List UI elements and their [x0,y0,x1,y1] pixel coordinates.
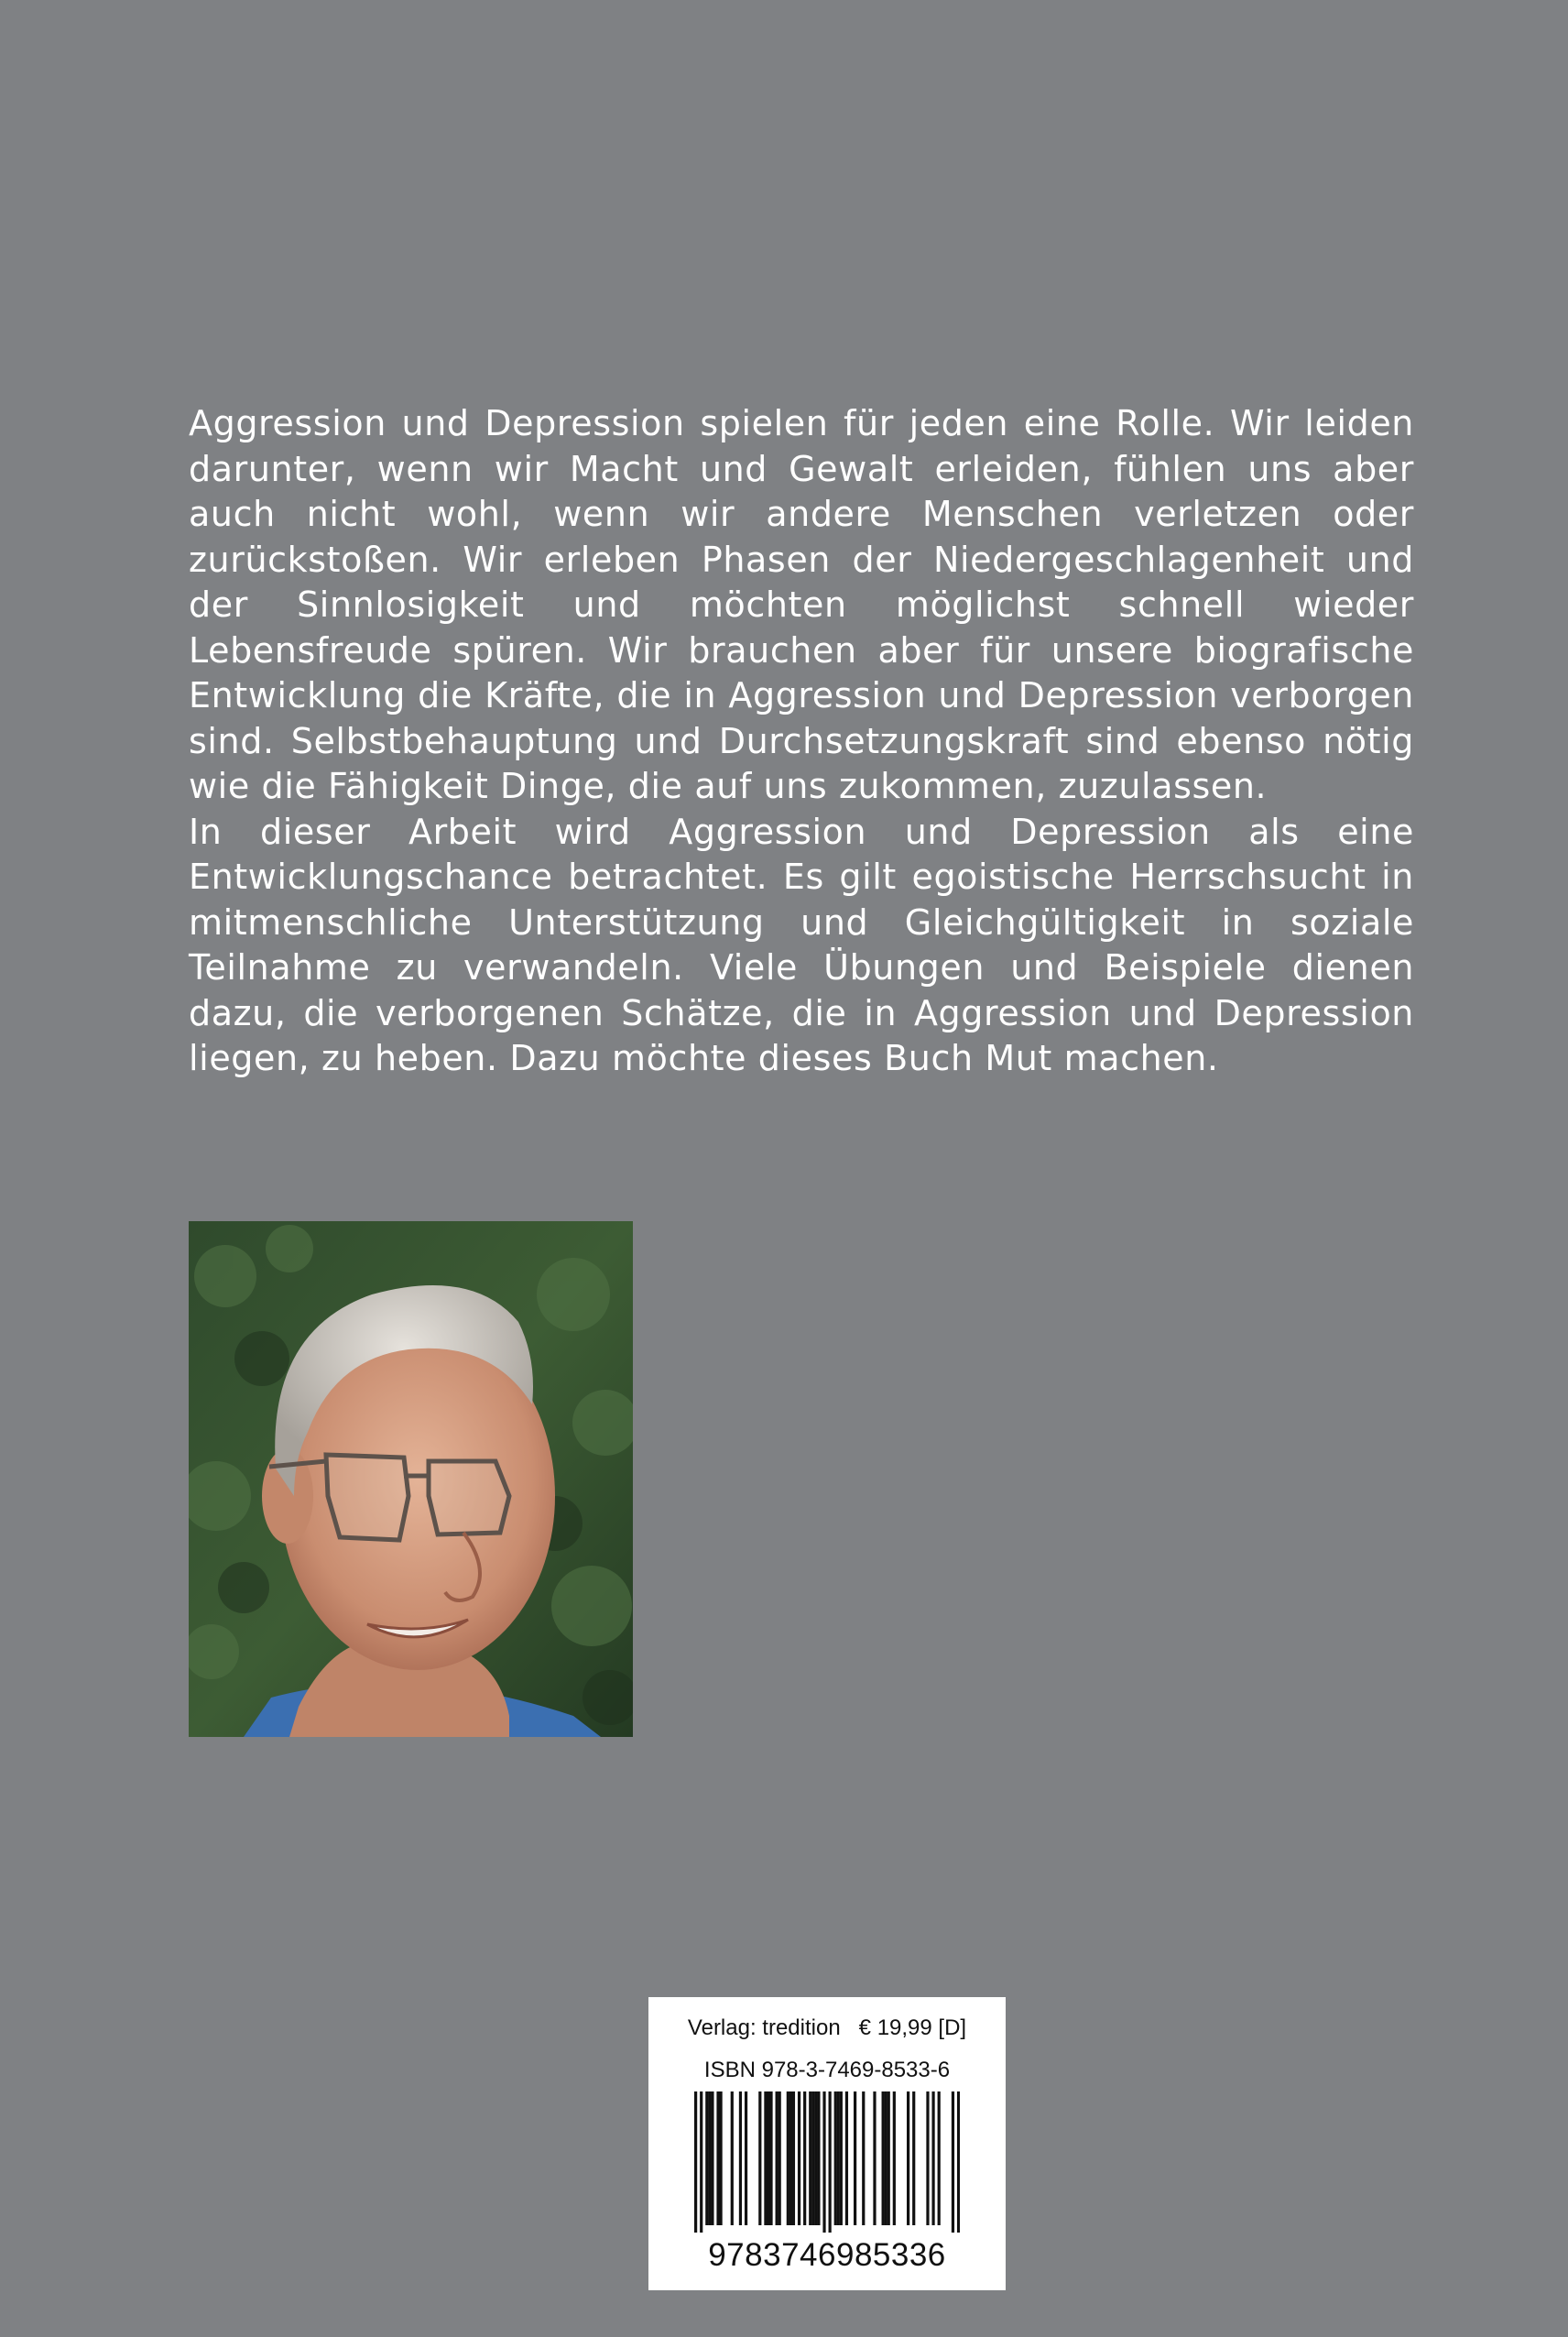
barcode-bar [776,2091,779,2225]
barcode-guard-bar [829,2091,832,2233]
barcode-bar [767,2091,769,2225]
isbn-label: ISBN 978-3-7469-8533-6 [703,2058,951,2082]
barcode-guard-bar [957,2091,960,2233]
barcode-guard-bar [822,2091,825,2233]
barcode-bar [779,2091,781,2225]
barcode-digits: 9783746985336 [708,2237,946,2273]
barcode-bar [834,2091,837,2225]
barcode-bar [931,2091,934,2225]
barcode-bar [716,2091,719,2225]
back-cover-blurb [189,401,1414,1082]
barcode-bar [887,2091,890,2225]
blurb-paragraph-1: Aggression und Depression spielen für jeden eine Rolle. Wir leiden darunter, wenn wir Macht und Gewalt erleiden, fühlen uns aber auch nicht wohl, wenn wir andere Menschen verletzen oder zurückstoßen. Wir erleben Phasen der Niedergeschlagenheit und der Sinnlosigkeit und möchten möglichst schnell wieder Lebensfreude spüren. Wir brauchen aber für unsere biografische Entwicklung die Kräfte, die in Aggression und Depression verborgen sind. Selbstbehauptung und Durchsetzungskraft sind ebenso nötig wie die Fähigkeit Dinge, die auf uns zukommen, zuzulassen. [189,403,1414,806]
barcode-bar [769,2091,772,2225]
barcode-bar [845,2091,848,2225]
barcode-bar [938,2091,941,2225]
barcode-bar [811,2091,814,2225]
barcode-bar [854,2091,856,2225]
barcode-guard-bar [694,2091,697,2233]
barcode-bars [694,2091,960,2233]
blurb-paragraph-2: In dieser Arbeit wird Aggression und Depression als eine Entwicklungschance betrachtet. Es gilt egoistische Herrschsucht in mitmenschliche Unterstützung und Gleichgültigkeit in soziale Teilnahme zu verwandeln. Viele Übungen und Beispiele dienen dazu, die verborgenen Schätze, die in Aggression und Depression liegen, zu heben. Dazu möchte dieses Buch Mut machen. [189,811,1414,1078]
barcode-bar [719,2091,722,2225]
barcode-bar [893,2091,896,2225]
barcode-bar [792,2091,795,2225]
barcode-bar [711,2091,713,2225]
barcode-bar [758,2091,761,2225]
publisher-price-label: Verlag: tredition € 19,99 [D] [687,2015,967,2040]
barcode-guard-bar [952,2091,954,2233]
barcode-bar [907,2091,909,2225]
barcode-bar [926,2091,929,2225]
barcode-bar [873,2091,876,2225]
barcode-bar [809,2091,811,2225]
barcode-bar [798,2091,800,2225]
barcode-bar [739,2091,742,2225]
barcode-bar [789,2091,792,2225]
author-photo [189,1221,633,1737]
barcode-bar [814,2091,817,2225]
barcode-bar [708,2091,711,2225]
barcode-bar [882,2091,885,2225]
barcode-bar [787,2091,789,2225]
barcode-bar [912,2091,915,2225]
isbn-barcode-box [648,1997,1006,2290]
barcode-bar [803,2091,806,2225]
barcode-bar [817,2091,820,2225]
barcode-bar [764,2091,767,2225]
barcode-bar [840,2091,843,2225]
barcode-bar [705,2091,708,2225]
barcode-bar [885,2091,887,2225]
barcode-bar [731,2091,734,2225]
barcode-bar [862,2091,865,2225]
barcode-bar [745,2091,747,2225]
barcode-bar [837,2091,840,2225]
barcode-guard-bar [700,2091,702,2233]
